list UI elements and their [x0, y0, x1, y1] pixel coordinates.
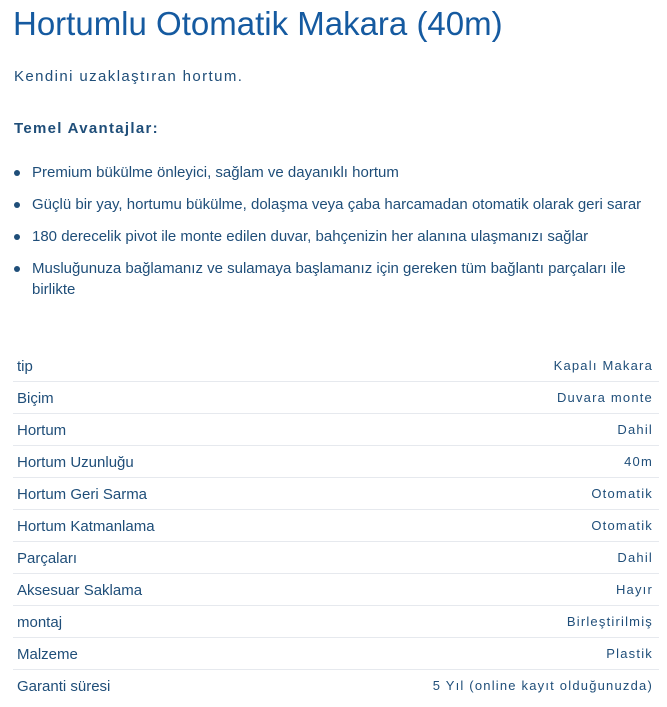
benefit-text: Musluğunuza bağlamanız ve sulamaya başlamanız için gereken tüm bağlantı parçaları ile birlikte	[32, 260, 626, 298]
spec-table	[13, 350, 659, 701]
spec-label: Parçaları	[17, 550, 78, 567]
bullet-icon	[14, 170, 20, 176]
spec-value: Dahil	[617, 550, 653, 565]
product-subtitle: Kendini uzaklaştıran hortum.	[14, 68, 244, 85]
spec-row-hortum-katmanlama	[13, 510, 659, 542]
spec-label: tip	[17, 358, 33, 375]
spec-row-montaj	[13, 606, 659, 638]
spec-label: Hortum	[17, 422, 67, 439]
product-title: Hortumlu Otomatik Makara (40m)	[13, 5, 503, 42]
spec-label: Aksesuar Saklama	[17, 582, 143, 599]
benefit-text: 180 derecelik pivot ile monte edilen duvar, bahçenizin her alanına ulaşmanızı sağlar	[32, 228, 589, 245]
spec-value: Duvara monte	[556, 390, 653, 405]
spec-row-bicim	[13, 382, 659, 414]
benefits-list	[14, 162, 654, 311]
spec-label: montaj	[17, 614, 63, 631]
spec-row-hortum-geri-sarma	[13, 478, 659, 510]
spec-label: Garanti süresi	[17, 678, 111, 695]
spec-value: Otomatik	[591, 518, 653, 533]
spec-label: Hortum Uzunluğu	[17, 454, 134, 471]
spec-row-parcalari	[13, 542, 659, 574]
spec-label: Hortum Katmanlama	[17, 518, 155, 535]
benefit-text: Premium bükülme önleyici, sağlam ve dayanıklı hortum	[32, 164, 399, 181]
benefit-text: Güçlü bir yay, hortumu bükülme, dolaşma veya çaba harcamadan otomatik olarak geri sarar	[32, 196, 642, 213]
spec-value: Plastik	[606, 646, 653, 661]
benefit-item	[14, 194, 654, 215]
spec-value: Hayır	[615, 582, 653, 597]
spec-label: Biçim	[17, 390, 54, 407]
spec-row-malzeme	[13, 638, 659, 670]
benefit-item	[14, 226, 654, 247]
spec-label: Hortum Geri Sarma	[17, 486, 148, 503]
spec-label: Malzeme	[17, 646, 78, 663]
bullet-icon	[14, 266, 20, 272]
spec-value: Dahil	[617, 422, 653, 437]
spec-row-hortum-uzunlugu	[13, 446, 659, 478]
spec-value: Kapalı Makara	[553, 358, 653, 373]
spec-value: Otomatik	[591, 486, 653, 501]
bullet-icon	[14, 202, 20, 208]
spec-row-aksesuar-saklama	[13, 574, 659, 606]
bullet-icon	[14, 234, 20, 240]
spec-row-hortum	[13, 414, 659, 446]
spec-value: 5 Yıl (online kayıt olduğunuzda)	[432, 678, 653, 693]
benefit-item	[14, 258, 654, 300]
spec-value: 40m	[624, 454, 653, 469]
spec-row-tip	[13, 350, 659, 382]
benefit-item	[14, 162, 654, 183]
spec-row-garanti-suresi	[13, 670, 659, 701]
benefits-heading: Temel Avantajlar:	[14, 120, 159, 137]
spec-value: Birleştirilmiş	[566, 614, 653, 629]
